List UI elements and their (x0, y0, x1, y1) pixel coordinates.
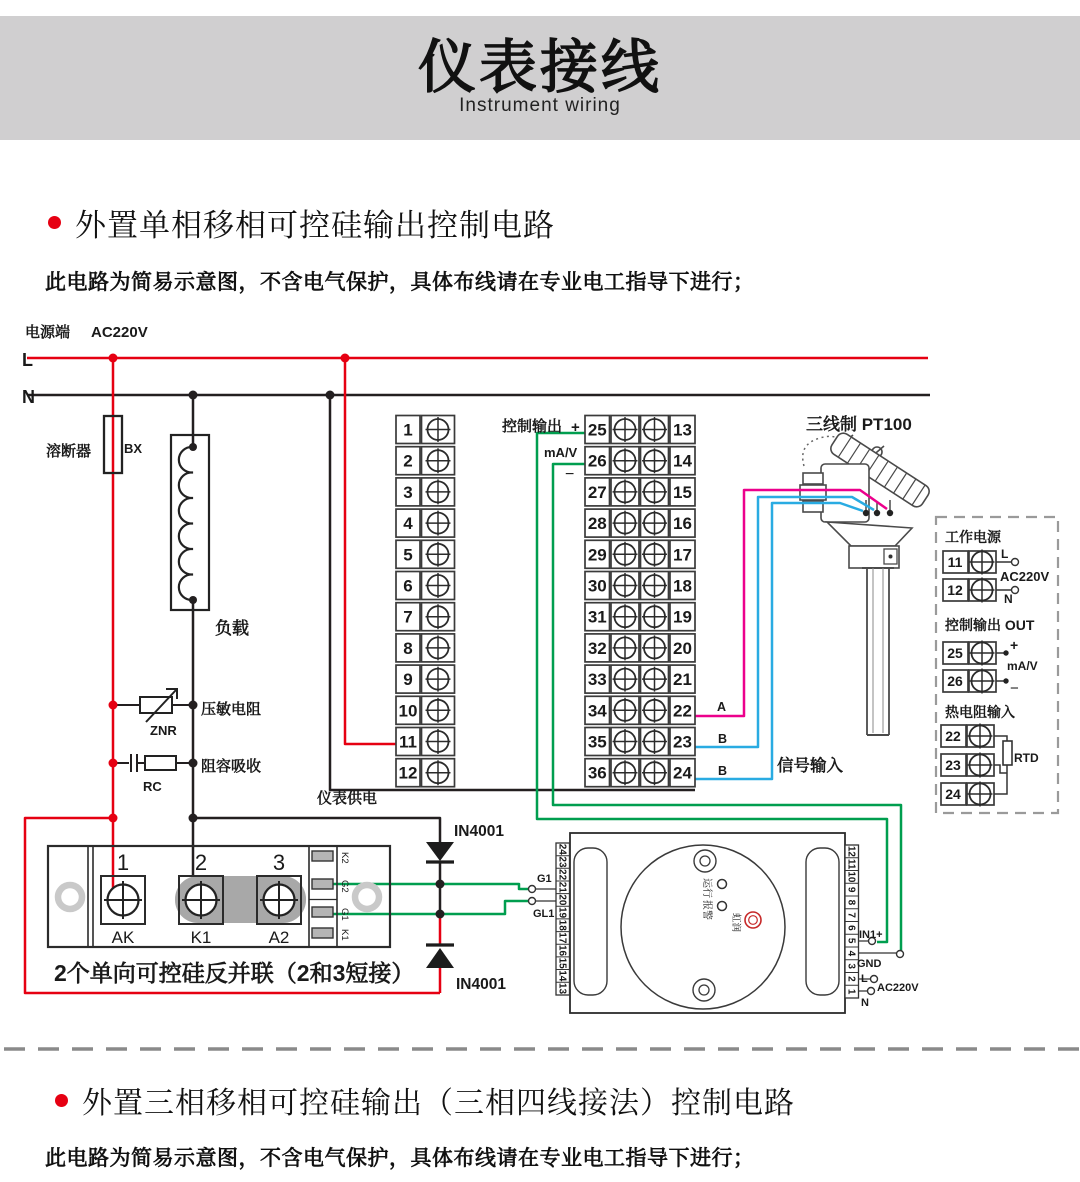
svg-text:13: 13 (556, 982, 568, 995)
svg-text:30: 30 (587, 576, 607, 596)
scr-pin-g1: G1 (339, 908, 350, 921)
scr-pin-k1: K1 (339, 929, 350, 941)
diode-bottom-label: IN4001 (456, 976, 506, 993)
svg-text:15: 15 (556, 957, 568, 969)
panel-rtd-title: 热电阻输入 (945, 704, 1015, 720)
varistor-code: ZNR (150, 723, 177, 738)
panel-t26: 26 (947, 673, 963, 689)
svg-text:14: 14 (673, 451, 692, 471)
load-symbol (171, 435, 209, 610)
ctrl-out-minus: − (565, 466, 575, 483)
gate-pins (529, 873, 557, 920)
signal-a-label: A (717, 700, 727, 714)
line-n-label: N (22, 387, 35, 407)
svg-text:21: 21 (673, 670, 692, 690)
svg-text:10: 10 (398, 701, 418, 721)
signal-b2-label: B (718, 764, 728, 778)
panel-plus: + (1010, 637, 1019, 653)
rc-snubber-symbol (145, 756, 176, 770)
meter-gnd-label: GND (857, 958, 882, 970)
meter-brand: 虹润 (730, 913, 741, 933)
svg-text:32: 32 (587, 638, 607, 658)
svg-text:3: 3 (845, 963, 857, 969)
bullet-icon (48, 216, 61, 229)
svg-text:8: 8 (403, 638, 413, 658)
scr-pin-k2: K2 (339, 852, 350, 864)
svg-text:6: 6 (845, 925, 857, 931)
svg-text:4: 4 (403, 514, 413, 534)
page-header (0, 16, 1080, 140)
svg-text:17: 17 (673, 545, 692, 565)
scr-label-k1: K1 (190, 928, 212, 947)
svg-text:24: 24 (673, 763, 692, 783)
svg-text:5: 5 (403, 545, 413, 565)
ctrl-out-plus: + (571, 419, 580, 436)
svg-text:13: 13 (673, 420, 692, 440)
svg-text:17: 17 (556, 932, 568, 944)
snubber-label: 阻容吸收 (201, 758, 262, 775)
panel-unit: mA/V (1007, 659, 1038, 673)
svg-text:8: 8 (845, 899, 857, 906)
svg-text:19: 19 (556, 906, 568, 919)
scr-terminal-2: 2 (194, 850, 208, 875)
svg-text:4: 4 (845, 950, 857, 957)
svg-text:7: 7 (403, 607, 413, 627)
section2-warning: 此电路为简易示意图，不含电气保护，具体布线请在专业电工指导下进行； (45, 1147, 755, 1170)
fuse-code: BX (124, 441, 143, 456)
svg-text:33: 33 (587, 670, 607, 690)
svg-text:16: 16 (673, 514, 692, 534)
diode-top-label: IN4001 (454, 823, 504, 840)
power-terminal-label: 电源端 (25, 324, 71, 341)
power-voltage-label: AC220V (91, 324, 148, 341)
svg-text:12: 12 (845, 845, 857, 857)
varistor-symbol (140, 689, 177, 722)
svg-text:5: 5 (845, 937, 857, 944)
signal-input-label: 信号输入 (777, 757, 843, 775)
panel-t24: 24 (945, 786, 961, 802)
meter-ac-label: AC220V (877, 982, 919, 994)
signal-b1-label: B (718, 732, 728, 746)
svg-text:9: 9 (403, 670, 413, 690)
scr-label-a2: A2 (268, 928, 290, 947)
svg-text:23: 23 (673, 732, 692, 752)
scr-label-ak: AK (111, 928, 135, 947)
panel-power-title: 工作电源 (945, 529, 1001, 545)
svg-text:9: 9 (845, 886, 857, 893)
svg-text:36: 36 (587, 763, 607, 783)
snubber-code: RC (143, 779, 162, 794)
meter-left-strip-numbers (557, 844, 568, 995)
panel-l-label: L (1001, 547, 1009, 561)
section2-heading (55, 1078, 795, 1122)
option-panel (936, 517, 1058, 813)
svg-text:2: 2 (403, 451, 413, 471)
varistor-label: 压敏电阻 (201, 701, 262, 718)
section2-title: 外置三相移相可控硅输出（三相四线接法）控制电路 (82, 1087, 795, 1120)
meter-supply-label: 仪表供电 (317, 790, 378, 807)
meter-led-run-label: 运行 (701, 878, 712, 898)
scr-terminal-1: 1 (116, 850, 130, 875)
svg-text:27: 27 (587, 482, 607, 502)
panel-t12: 12 (947, 582, 963, 598)
svg-text:23: 23 (556, 856, 568, 868)
sensor-title: 三线制 PT100 (806, 415, 912, 434)
svg-text:24: 24 (556, 843, 568, 855)
page-title: 仪表接线 (417, 35, 662, 100)
line-l-label: L (22, 350, 33, 370)
load-label: 负载 (215, 619, 249, 638)
scr-terminal-3: 3 (272, 850, 286, 875)
svg-text:28: 28 (587, 514, 607, 534)
svg-text:25: 25 (587, 420, 607, 440)
panel-t22: 22 (945, 728, 961, 744)
ctrl-out-unit: mA/V (544, 445, 578, 460)
terminal-block-right (585, 416, 695, 787)
svg-text:18: 18 (556, 919, 568, 931)
svg-text:12: 12 (398, 763, 418, 783)
svg-text:26: 26 (587, 451, 607, 471)
scr-module-caption: 2个单向可控硅反并联（2和3短接） (54, 960, 415, 986)
svg-text:1: 1 (403, 420, 413, 440)
scr-pin-g2: G2 (339, 880, 350, 893)
fuse-label: 溶断器 (46, 443, 92, 460)
svg-text:35: 35 (587, 732, 607, 752)
svg-text:6: 6 (403, 576, 413, 596)
panel-out-title: 控制输出 OUT (945, 617, 1035, 633)
ctrl-out-label: 控制输出 (502, 418, 563, 435)
panel-n-label: N (1004, 592, 1013, 606)
panel-rtd-label: RTD (1014, 751, 1039, 765)
svg-text:31: 31 (587, 607, 607, 627)
gate-gl1-label: GL1 (533, 908, 555, 920)
svg-text:15: 15 (673, 482, 692, 502)
svg-text:22: 22 (673, 701, 692, 721)
svg-text:3: 3 (403, 482, 413, 502)
svg-text:16: 16 (556, 944, 568, 957)
svg-text:18: 18 (673, 576, 692, 596)
section1-title: 外置单相移相可控硅输出控制电路 (75, 208, 555, 243)
section1-warning: 此电路为简易示意图，不含电气保护，具体布线请在专业电工指导下进行； (45, 271, 755, 294)
section1-heading (48, 200, 555, 245)
page-subtitle: Instrument wiring (459, 95, 621, 116)
scr-module (48, 846, 414, 986)
svg-text:22: 22 (556, 869, 568, 881)
terminal-block-left (396, 416, 455, 787)
svg-text:11: 11 (399, 732, 417, 752)
svg-text:20: 20 (673, 638, 692, 658)
svg-text:11: 11 (845, 858, 857, 870)
meter-in1-label: IN1+ (859, 929, 883, 941)
diode-top (426, 842, 454, 862)
panel-ac-label: AC220V (1000, 569, 1050, 584)
svg-text:14: 14 (556, 970, 568, 982)
svg-text:20: 20 (556, 894, 568, 906)
svg-text:29: 29 (587, 545, 607, 565)
meter-n-label: N (861, 997, 869, 1009)
gate-g1-label: G1 (537, 873, 552, 885)
svg-text:19: 19 (673, 607, 692, 627)
panel-t11: 11 (947, 554, 963, 570)
svg-text:10: 10 (845, 871, 857, 883)
svg-text:7: 7 (845, 912, 857, 918)
svg-text:2: 2 (845, 976, 857, 982)
svg-text:34: 34 (587, 701, 607, 721)
bullet-icon (55, 1094, 68, 1107)
svg-text:21: 21 (556, 881, 568, 893)
panel-t25: 25 (947, 645, 963, 661)
svg-text:1: 1 (845, 988, 857, 995)
diode-bottom (426, 945, 454, 968)
meter-l-label: L (861, 973, 868, 985)
pt100-sensor (800, 431, 932, 735)
meter-led-alarm-label: 报警 (701, 900, 712, 920)
panel-minus: − (1010, 680, 1019, 697)
panel-t23: 23 (945, 757, 961, 773)
meter-device (556, 833, 919, 1013)
